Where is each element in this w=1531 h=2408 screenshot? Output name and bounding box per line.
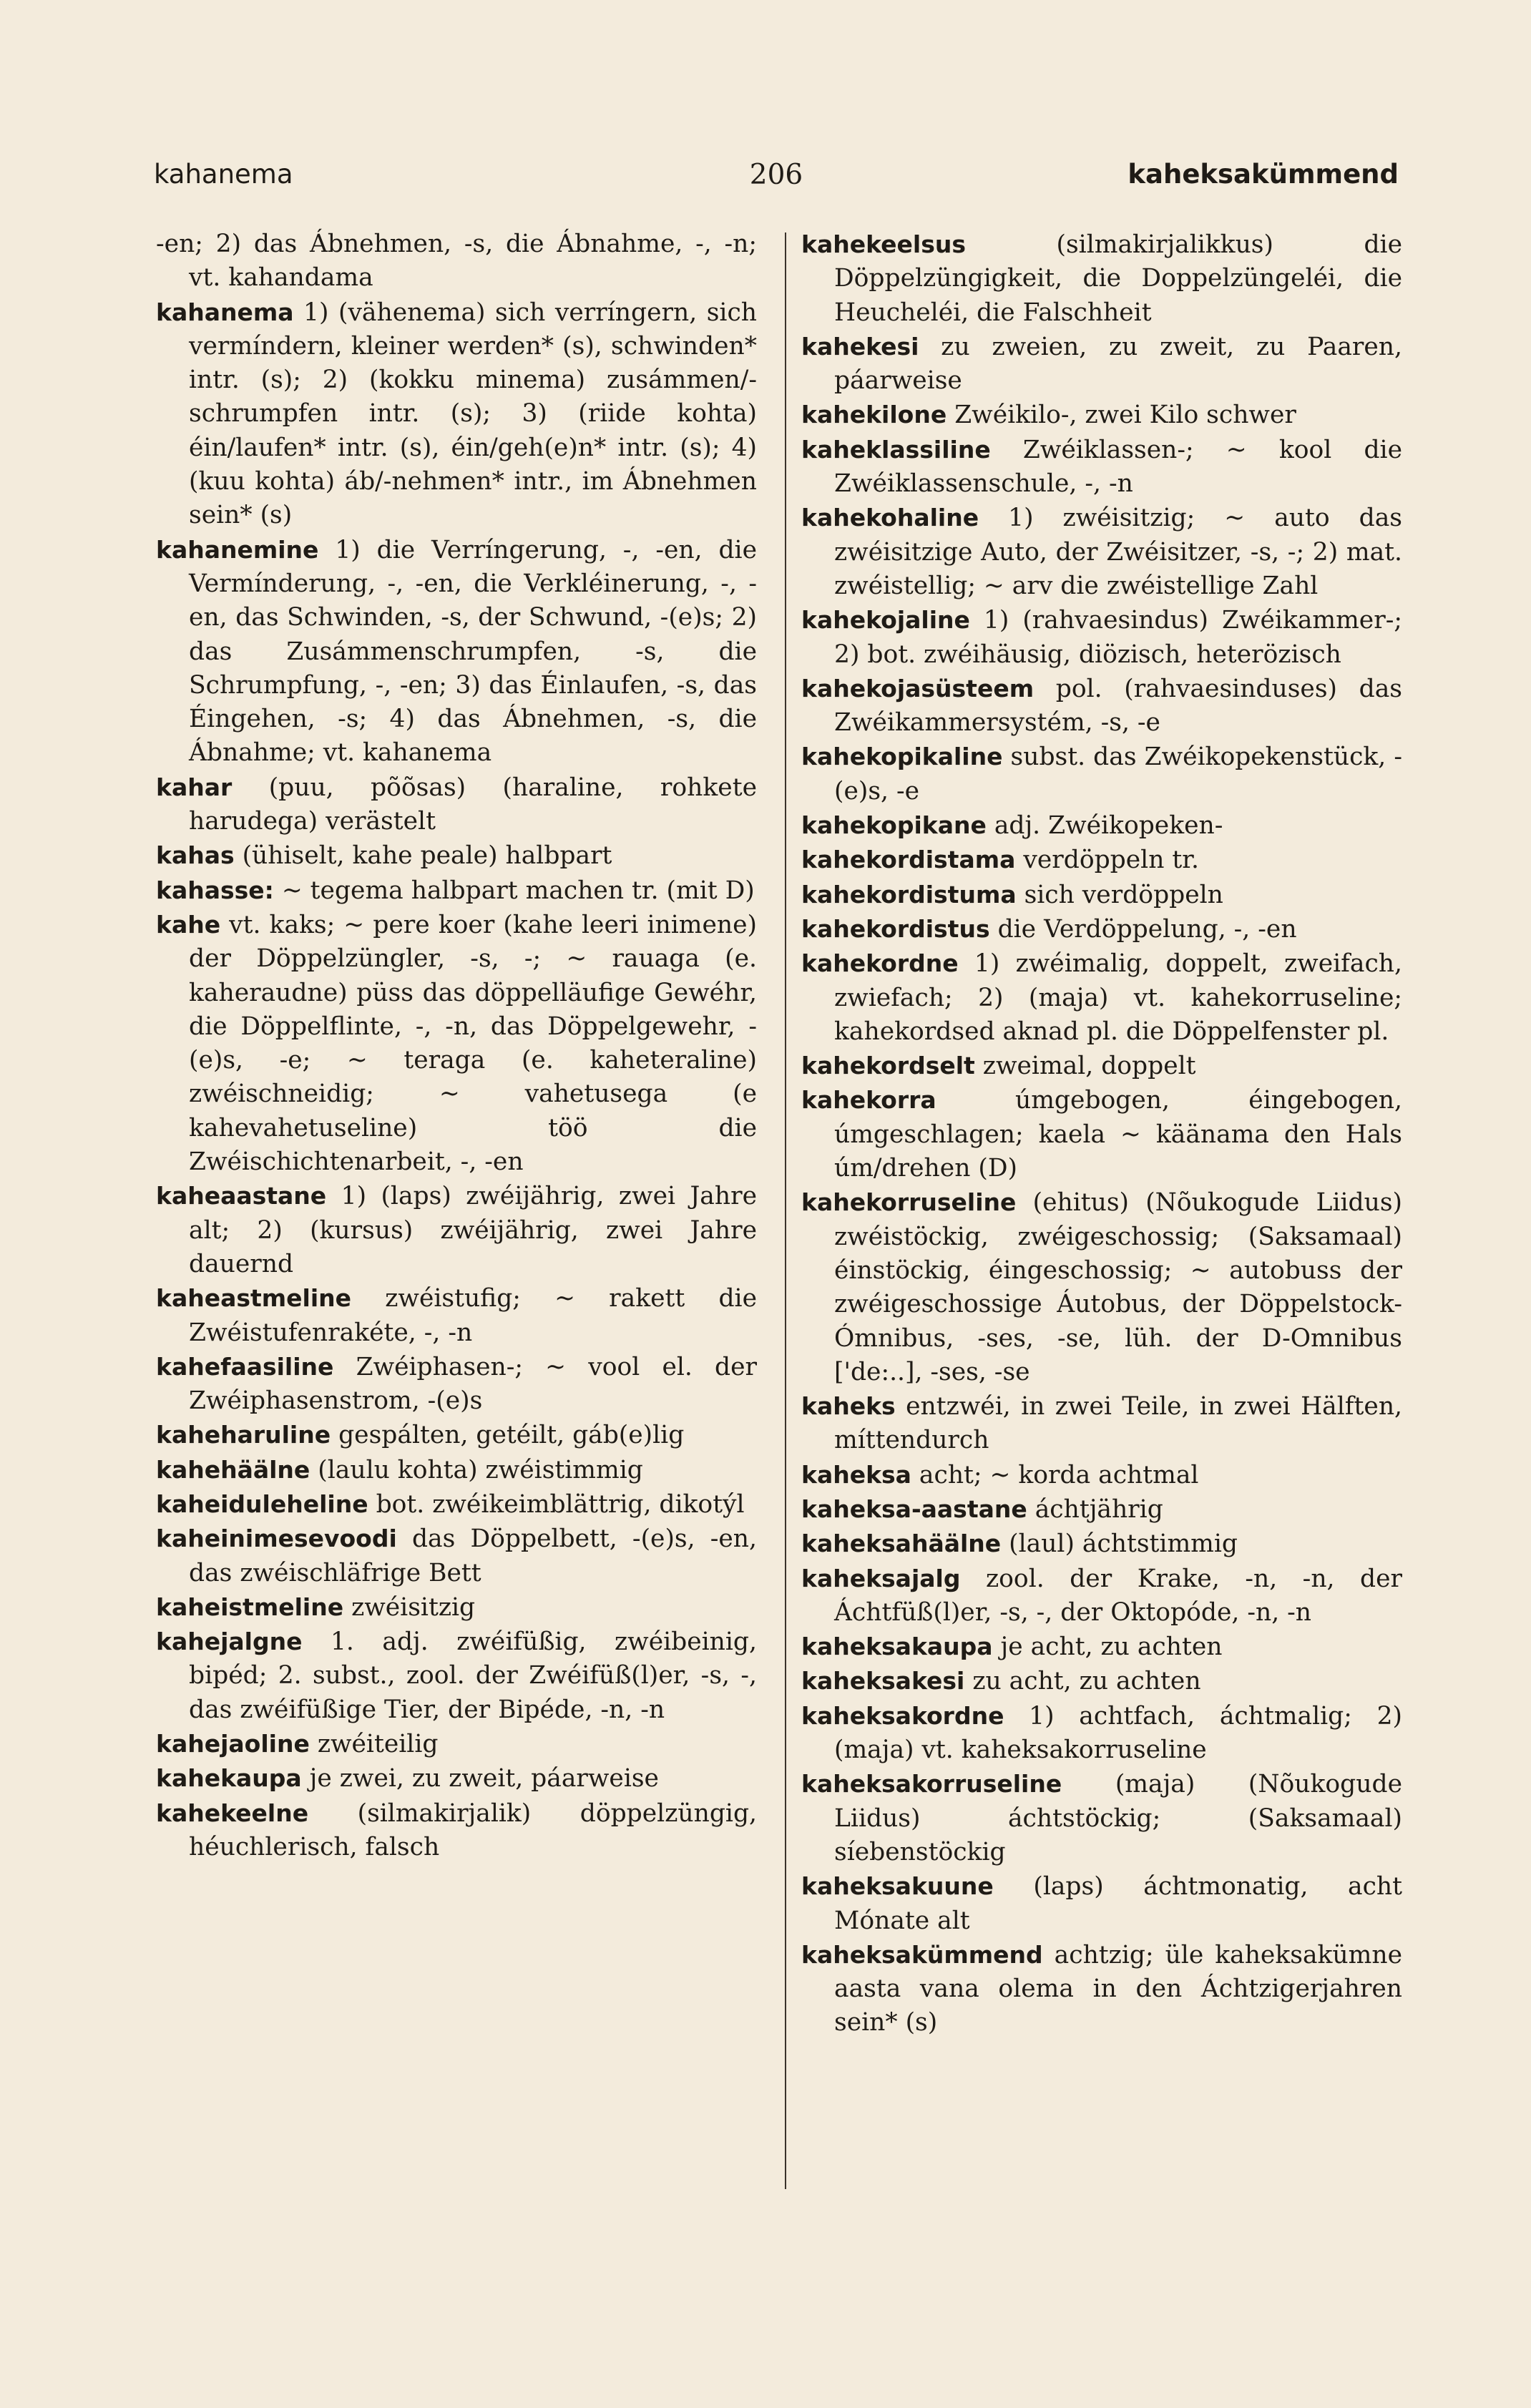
entry-headword: kaheksakordne (801, 1701, 1004, 1730)
dictionary-entry (801, 1699, 1402, 1768)
entry-headword: kahekordistuma (801, 880, 1017, 909)
dictionary-entry (156, 1796, 757, 1865)
entry-definition: adj. Zwéikopeken- (994, 811, 1223, 841)
entry-definition: (laulu kohta) zwéistimmig (318, 1455, 643, 1484)
entry-definition: Zwéikilo-, zwei Kilo schwer (954, 401, 1296, 430)
dictionary-entry (156, 1179, 757, 1281)
entry-headword: kaheksakümmend (801, 1940, 1043, 1969)
entry-definition: 1. adj. zwéifüßig, zwéibeinig, bipéd; 2. subst., zool. der Zwéifüß(l)er, -s, -, das zwéifüßige Tier, der Bipéde, -n, -n (189, 1628, 757, 1724)
entry-definition: entzwéi, in zwei Teile, in zwei Hälften, míttendurch (834, 1392, 1403, 1455)
dictionary-entry (801, 603, 1402, 672)
entry-headword: kahar (156, 773, 233, 801)
dictionary-entry (156, 838, 757, 873)
dictionary-entry (156, 227, 757, 295)
entry-headword: kahejalgne (156, 1628, 303, 1656)
dictionary-entry (156, 1418, 757, 1452)
entry-headword: kahekorra (801, 1086, 936, 1115)
entry-headword: kahekojasüsteem (801, 674, 1034, 703)
header-first-headword: kahanema (154, 159, 293, 190)
entry-headword: kaheksajalg (801, 1564, 961, 1592)
entry-headword: kahanemine (156, 535, 319, 564)
dictionary-entry (801, 912, 1402, 946)
entry-definition: (puu, põõsas) (haraline, rohkete harudega) verästelt (189, 773, 758, 836)
dictionary-entry (156, 295, 757, 533)
dictionary-entry (156, 1453, 757, 1487)
dictionary-entry (156, 873, 757, 908)
entry-definition: vt. kaks; ~ pere koer (kahe leeri inimene) der Döppelzüngler, -s, -; ~ rauaga (e. kaheraudne) püss das döppelläufige Gewéhr, die Döppelflinte, -, -n, das Döppelgewehr, -(e)s, -e; ~ teraga (e. kaheteraline) zwéischneidig; ~ vahetusega (e kahevahetuseline) töö die Zwéischichtenarbeit, -, -en (189, 910, 757, 1177)
dictionary-entry (801, 1458, 1402, 1492)
entry-definition: Zwéiphasen-; ~ vool el. der Zwéiphasenstrom, -(e)s (189, 1352, 758, 1416)
dictionary-entry (156, 1727, 757, 1761)
dictionary-entry (156, 1522, 757, 1590)
dictionary-entry (801, 1049, 1402, 1083)
dictionary-entry (801, 808, 1402, 843)
dictionary-entry (801, 1767, 1402, 1869)
entry-headword: kahekordistus (801, 914, 990, 943)
entry-definition: (laul) áchtstimmig (1009, 1530, 1238, 1559)
entry-headword: kahekopikaline (801, 743, 1003, 771)
dictionary-entry (156, 1761, 757, 1796)
entry-headword: kahekeelsus (801, 230, 967, 258)
entry-definition: (ehitus) (Nõukogude Liidus) zwéistöckig, zwéigeschossig; (Saksamaal) éinstöckig, éingeschossig; ~ autobuss der zwéigeschossige Áutobus, der Döppelstock-Ómnibus, -ses, -se, lüh. der D-Omnibus ['de:..], -ses, -se (834, 1188, 1402, 1386)
entry-headword: kahekordistama (801, 846, 1016, 874)
entry-headword: kahejaoline (156, 1730, 310, 1758)
entry-definition: gespálten, getéilt, gáb(e)lig (338, 1421, 685, 1450)
dictionary-entry (801, 1630, 1402, 1664)
entry-headword: kahas (156, 841, 235, 870)
dictionary-entry (156, 1625, 757, 1727)
dictionary-entry (156, 533, 757, 770)
entry-headword: kaheaastane (156, 1182, 327, 1210)
entry-definition: pol. (rahvaesinduses) das Zwéikammersystém, -s, -e (834, 674, 1402, 738)
entry-headword: kaheksahäälne (801, 1530, 1002, 1558)
entry-definition: bot. zwéikeimblättrig, dikotýl (376, 1489, 745, 1519)
entry-headword: kaheksa-aastane (801, 1494, 1027, 1523)
page-number: 206 (749, 159, 803, 191)
entry-headword: kahekorruseline (801, 1188, 1017, 1217)
dictionary-entry (801, 433, 1402, 501)
entry-definition: zwéisitzig (351, 1592, 476, 1622)
entry-headword: kahefaasiline (156, 1352, 334, 1381)
entry-definition: je acht, zu achten (1000, 1633, 1223, 1662)
dictionary-entry (156, 1590, 757, 1625)
entry-definition: áchtjährig (1034, 1494, 1163, 1524)
dictionary-entry (156, 1487, 757, 1522)
dictionary-entry (801, 1527, 1402, 1561)
header-last-headword: kaheksakümmend (1128, 159, 1399, 190)
dictionary-entry (801, 501, 1402, 603)
dictionary-entry (801, 330, 1402, 398)
entry-definition: 1) die Verríngerung, -, -en, die Vermínderung, -, -en, die Verkléinerung, -, -en, das Schwinden, -s, der Schwund, -(e)s; 2) das Zusámmenschrumpfen, -s, die Schrumpfung, -, -en; 3) das Éinlaufen, -s, das Éingehen, -s; 4) das Ábnehmen, -s, die Ábnahme; vt. kahanema (189, 535, 757, 768)
entry-headword: kaheksakesi (801, 1667, 965, 1695)
entry-definition: zool. der Krake, -n, -n, der Áchtfüß(l)er, -s, -, der Oktopóde, -n, -n (834, 1564, 1403, 1627)
entry-definition: Zwéiklassen-; ~ kool die Zwéiklassenschule, -, -n (834, 435, 1402, 499)
dictionary-entry (801, 946, 1402, 1049)
entry-headword: kahekesi (801, 332, 919, 361)
entry-definition: zu acht, zu achten (972, 1667, 1201, 1696)
entry-headword: kahekohaline (801, 504, 979, 532)
entry-definition: achtzig; üle kaheksakümne aasta vana olema in den Áchtzigerjahren sein* (s) (834, 1940, 1403, 2037)
dictionary-entry (801, 878, 1402, 912)
entry-headword: kahasse: (156, 876, 274, 904)
dictionary-entry (801, 1664, 1402, 1698)
entry-headword: kaheastmeline (156, 1284, 352, 1313)
entry-definition: die Verdöppelung, -, -en (997, 914, 1297, 944)
dictionary-entry (801, 227, 1402, 330)
dictionary-entry (801, 1083, 1402, 1185)
dictionary-entry (801, 1389, 1402, 1458)
entry-headword: kahekilone (801, 401, 947, 429)
dictionary-entry (801, 1562, 1402, 1630)
entry-headword: kaheksa (801, 1460, 911, 1489)
dictionary-entry (801, 1869, 1402, 1938)
entry-headword: kahekordne (801, 949, 959, 978)
dictionary-entry (156, 1281, 757, 1350)
entry-definition: úmgebogen, éingebogen, úmgeschlagen; kaela ~ käänama den Hals úm/drehen (D) (834, 1086, 1402, 1183)
entry-definition: 1) achtfach, áchtmalig; 2) (maja) vt. kaheksakorruseline (834, 1701, 1402, 1765)
left-column (156, 227, 757, 1864)
entry-headword: kahanema (156, 298, 294, 326)
entry-definition: zwéiteilig (317, 1730, 439, 1759)
entry-definition: subst. das Zwéikopekenstück, -(e)s, -e (834, 743, 1402, 806)
entry-definition: (silmakirjalik) döppelzüngig, héuchlerisch, falsch (189, 1798, 758, 1861)
entry-headword: kaheinimesevoodi (156, 1524, 397, 1553)
entry-definition: -en; 2) das Ábnehmen, -s, die Ábnahme, -, -n; vt. kahandama (156, 230, 757, 293)
entry-definition: 1) (rahvaesindus) Zwéikammer-; 2) bot. zwéihäusig, diözisch, heterözisch (834, 606, 1402, 669)
entry-headword: kaheksakorruseline (801, 1770, 1062, 1798)
entry-headword: kaheksakaupa (801, 1633, 993, 1661)
entry-headword: kaheistmeline (156, 1592, 344, 1621)
entry-headword: kahekopikane (801, 811, 987, 840)
entry-definition: (laps) áchtmonatig, acht Mónate alt (834, 1872, 1403, 1935)
entry-headword: kahekojaline (801, 606, 970, 635)
page-header (154, 159, 1399, 202)
entry-definition: zu zweien, zu zweit, zu Paaren, páarweise (834, 332, 1402, 396)
dictionary-entry (156, 1350, 757, 1419)
dictionary-entry (801, 1185, 1402, 1389)
dictionary-entry (156, 770, 757, 839)
entry-definition: 1) (vähenema) sich verríngern, sich vermíndern, kleiner werden* (s), schwinden* intr. (s); 2) (kokku minema) zusámmen/-schrumpfen intr. (s); 3) (riide kohta) éin/laufen* intr. (s), éin/geh(e)n* intr. (s); 4) (kuu kohta) áb/-nehmen* intr., im Ábnehmen sein* (s) (189, 298, 757, 530)
dictionary-entry (156, 908, 757, 1179)
dictionary-entry (801, 398, 1402, 432)
entry-definition: sich verdöppeln (1024, 880, 1223, 909)
dictionary-entry (801, 1938, 1402, 2040)
entry-headword: kahekordselt (801, 1052, 975, 1080)
entry-definition: je zwei, zu zweit, páarweise (309, 1764, 659, 1793)
entry-definition: zweimal, doppelt (982, 1052, 1196, 1081)
entry-headword: kahekeelne (156, 1798, 309, 1827)
entry-definition: zwéistufig; ~ rakett die Zwéistufenrakéte, -, -n (189, 1284, 757, 1347)
entry-headword: kahekaupa (156, 1764, 302, 1793)
entry-definition: acht; ~ korda achtmal (919, 1460, 1199, 1489)
entry-definition: 1) (laps) zwéijährig, zwei Jahre alt; 2) (kursus) zwéijährig, zwei Jahre dauernd (189, 1182, 757, 1278)
dictionary-entry (801, 1492, 1402, 1527)
entry-definition: (silmakirjalikkus) die Döppelzüngigkeit, die Doppelzüngeléi, die Heucheléi, die Falschheit (834, 230, 1402, 327)
entry-definition: verdöppeln tr. (1023, 846, 1199, 875)
entry-headword: kaheiduleheline (156, 1489, 368, 1518)
entry-definition: 1) zwéisitzig; ~ auto das zwéisitzige Auto, der Zwéisitzer, -s, -; 2) mat. zwéistellig; ~ arv die zwéistellige Zahl (834, 504, 1402, 600)
entry-headword: kaheklassiline (801, 435, 991, 464)
entry-definition: 1) zwéimalig, doppelt, zweifach, zwiefach; 2) (maja) vt. kahekorruseline; kahekordsed aknad pl. die Döppelfenster pl. (834, 949, 1402, 1046)
dictionary-entry (801, 740, 1402, 808)
dictionary-entry (801, 843, 1402, 877)
entry-definition: (ühiselt, kahe peale) halbpart (242, 841, 612, 871)
entry-headword: kaheksakuune (801, 1872, 994, 1901)
entry-headword: kaheks (801, 1392, 896, 1421)
entry-headword: kahehäälne (156, 1455, 310, 1484)
entry-definition: (maja) (Nõukogude Liidus) áchtstöckig; (Saksamaal) síebenstöckig (834, 1770, 1402, 1866)
entry-headword: kahe (156, 910, 221, 939)
dictionary-entry (801, 672, 1402, 740)
right-column (801, 227, 1402, 2040)
entry-headword: kaheharuline (156, 1421, 331, 1449)
entry-definition: das Döppelbett, -(e)s, -en, das zwéischläfrige Bett (189, 1524, 757, 1587)
entry-definition: ~ tegema halbpart machen tr. (mit D) (281, 876, 755, 905)
column-divider (785, 233, 786, 2189)
